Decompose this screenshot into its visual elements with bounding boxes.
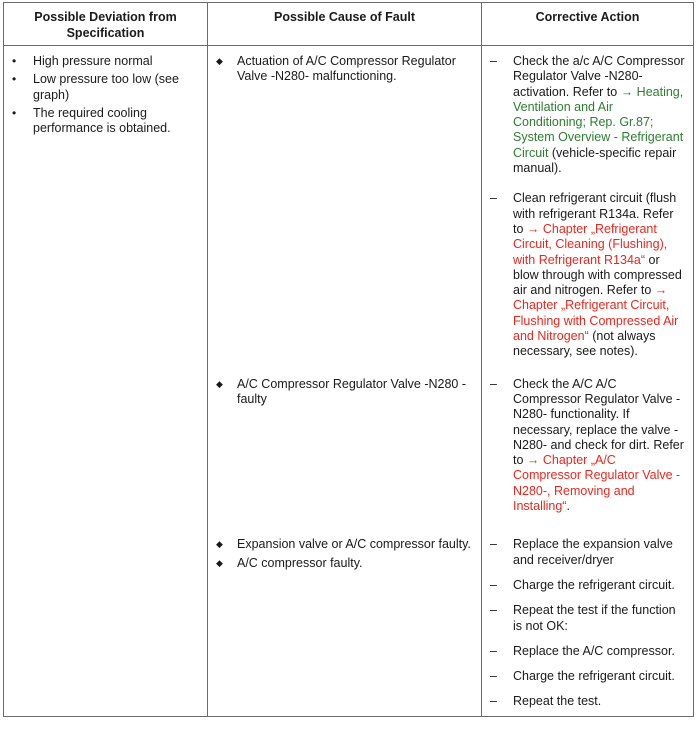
action-cell	[482, 366, 694, 521]
cause-cell	[208, 520, 482, 716]
action-list	[488, 377, 687, 515]
diamond-icon: ◆	[216, 539, 223, 550]
cause-cell	[208, 366, 482, 521]
cause-cell	[208, 46, 482, 366]
dash-icon: –	[490, 669, 497, 684]
diamond-icon: ◆	[216, 56, 223, 66]
fault-table	[3, 2, 694, 717]
repair-manual-link[interactable]: → Heating, Ventilation and Air Conditioning; Rep. Gr.87; System Overview - Refrigerant Circuit	[513, 84, 684, 160]
list-item	[488, 578, 687, 593]
action-text: or blow through with compressed air and nitrogen. Refer to	[513, 252, 682, 298]
chapter-link-flushing[interactable]: → Chapter „Refrigerant Circuit, Flushing with Compressed Air and Nitrogen“	[513, 283, 679, 344]
list-item	[488, 377, 687, 515]
action-cell	[482, 520, 694, 716]
header-cause: Possible Cause of Fault	[208, 3, 482, 46]
list-item	[214, 537, 475, 552]
cause-text: A/C compressor faulty.	[237, 555, 363, 570]
dash-icon: –	[490, 537, 497, 552]
bullet-icon: •	[12, 105, 17, 120]
deviation-text: High pressure normal	[33, 54, 153, 68]
dash-icon: –	[490, 603, 497, 618]
action-text: Repeat the test.	[513, 694, 602, 709]
dash-icon: –	[490, 191, 497, 206]
list-item	[488, 694, 687, 709]
action-text: Check the a/c A/C Compressor Regulator Valve -N280- activation. Refer to	[513, 54, 685, 99]
cause-list	[214, 54, 475, 85]
list-item	[488, 644, 687, 659]
action-list	[488, 537, 687, 709]
list-item	[488, 54, 687, 176]
header-action: Corrective Action	[482, 3, 694, 46]
bullet-icon: •	[12, 72, 17, 87]
cause-list	[214, 537, 475, 571]
list-item	[10, 106, 201, 137]
action-text: (vehicle-specific repair manual).	[513, 145, 677, 176]
deviation-text: Low pressure too low (see graph)	[33, 72, 179, 102]
action-text: .	[566, 499, 570, 514]
action-text: Replace the A/C compressor.	[513, 643, 675, 658]
action-text: Replace the expansion valve and receiver/dryer	[513, 537, 673, 567]
table-row	[4, 46, 694, 366]
action-text: Check the A/C A/C Compressor Regulator Valve -N280- functionality. If necessary, replace the valve -N280- and check for dirt. Refer to	[513, 376, 684, 468]
header-deviation: Possible Deviation from Specification	[4, 3, 208, 46]
list-item	[214, 556, 475, 571]
action-list	[488, 54, 687, 360]
action-text: Charge the refrigerant circuit.	[513, 577, 675, 592]
bullet-icon: •	[12, 54, 17, 68]
list-item	[214, 377, 475, 408]
action-cell	[482, 46, 694, 366]
deviation-list	[10, 54, 201, 136]
chapter-link-regulator-valve[interactable]: → Chapter „A/C Compressor Regulator Valve -N280-, Removing and Installing“	[513, 453, 681, 514]
list-item	[488, 669, 687, 684]
deviation-text: The required cooling performance is obtained.	[33, 105, 171, 136]
action-text: Charge the refrigerant circuit.	[513, 669, 675, 684]
action-text: (not always necessary, see notes).	[513, 329, 656, 359]
cause-text: Actuation of A/C Compressor Regulator Valve -N280- malfunctioning.	[237, 54, 456, 84]
diamond-icon: ◆	[216, 557, 223, 568]
cause-text: A/C Compressor Regulator Valve -N280 - faulty	[237, 376, 467, 406]
chapter-link-cleaning[interactable]: → Chapter „Refrigerant Circuit, Cleaning (Flushing), with Refrigerant R134a“	[513, 221, 668, 267]
list-item	[488, 537, 687, 568]
list-item	[214, 54, 475, 85]
header-row	[4, 3, 694, 46]
action-text: Repeat the test if the function is not OK:	[513, 603, 676, 633]
dash-icon: –	[490, 54, 497, 68]
diamond-icon: ◆	[216, 378, 223, 389]
list-item	[10, 54, 201, 69]
dash-icon: –	[490, 694, 497, 709]
dash-icon: –	[490, 643, 497, 658]
cause-text: Expansion valve or A/C compressor faulty.	[237, 537, 471, 552]
list-item	[488, 603, 687, 634]
list-item	[10, 72, 201, 103]
list-item	[488, 191, 687, 359]
action-text: Clean refrigerant circuit (flush with refrigerant R134a. Refer to	[513, 191, 677, 236]
dash-icon: –	[490, 376, 497, 391]
dash-icon: –	[490, 577, 497, 592]
cause-list	[214, 377, 475, 408]
deviation-cell	[4, 46, 208, 717]
